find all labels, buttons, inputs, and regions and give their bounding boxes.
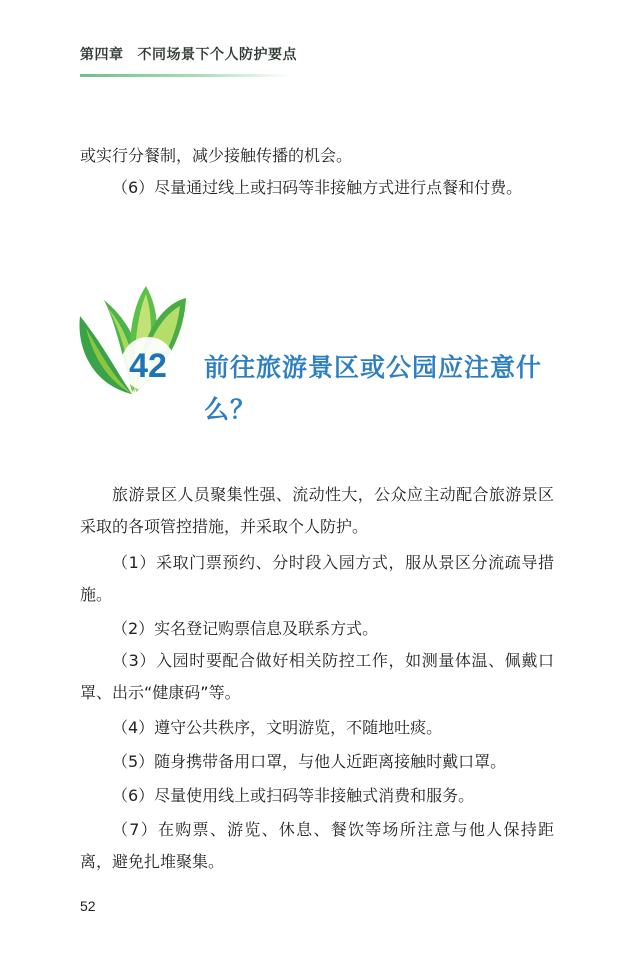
green-leaves-icon — [74, 282, 204, 402]
list-item-previous-6: （6）尽量通过线上或扫码等非接触方式进行点餐和付费。 — [112, 178, 523, 197]
chapter-title: 不同场景下个人防护要点 — [137, 47, 297, 63]
intro-paragraph: 旅游景区人员聚集性强、流动性大，公众应主动配合旅游景区采取的各项管控措施，并采取个人防护。 — [80, 485, 554, 536]
page-number: 52 — [80, 898, 96, 914]
list-item-3: （3）入园时要配合做好相关防控工作，如测量体温、佩戴口罩、出示“健康码”等。 — [80, 651, 554, 702]
header-divider — [80, 74, 292, 77]
running-header — [80, 44, 297, 64]
list-item-1: （1）采取门票预约、分时段入园方式，服从景区分流疏导措施。 — [80, 553, 554, 604]
chapter-label: 第四章 — [80, 47, 124, 63]
list-item-4: （4）遵守公共秩序，文明游览，不随地吐痰。 — [112, 718, 443, 737]
section-title: 前往旅游景区或公园应注意什么？ — [204, 353, 543, 424]
carryover-paragraph: 或实行分餐制，减少接触传播的机会。 — [80, 146, 353, 165]
list-item-6: （6）尽量使用线上或扫码等非接触式消费和服务。 — [112, 786, 475, 805]
list-item-7: （7）在购票、游览、休息、餐饮等场所注意与他人保持距离，避免扎堆聚集。 — [80, 820, 554, 871]
list-item-5: （5）随身携带备用口罩，与他人近距离接触时戴口罩。 — [112, 752, 507, 771]
list-item-2: （2）实名登记购票信息及联系方式。 — [112, 619, 379, 638]
section-number: 42 — [129, 347, 167, 385]
